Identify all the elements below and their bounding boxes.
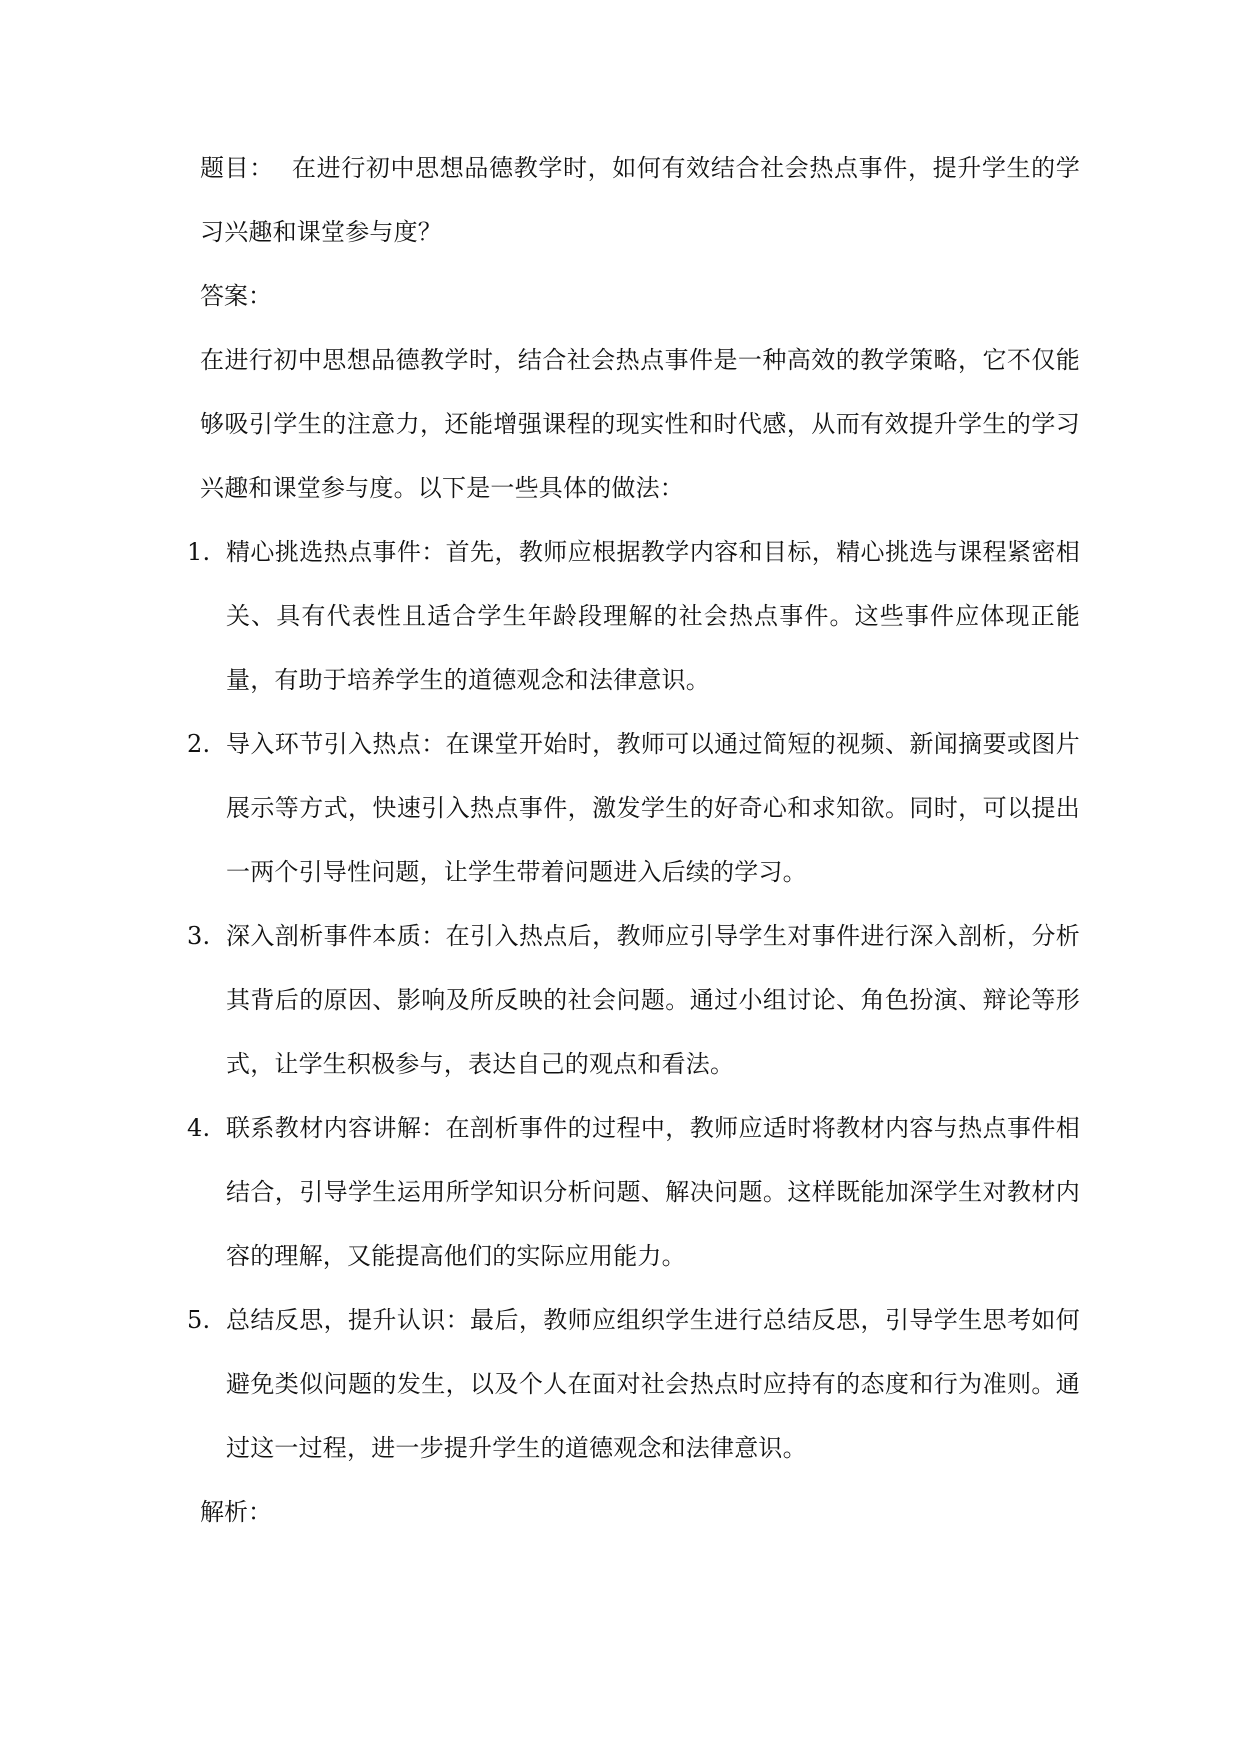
- answer-intro: 在进行初中思想品德教学时，结合社会热点事件是一种高效的教学策略，它不仅能够吸引学生的注意力，还能增强课程的现实性和时代感，从而有效提升学生的学习兴趣和课堂参与度。以下是一些具体的做法：: [200, 346, 1080, 502]
- list-item-number: 1.: [187, 538, 211, 566]
- list-item-number: 4.: [187, 1114, 211, 1142]
- list-item-text: 总结反思，提升认识：最后，教师应组织学生进行总结反思，引导学生思考如何避免类似问题的发生，以及个人在面对社会热点时应持有的态度和行为准则。通过这一过程，进一步提升学生的道德观念和法律意识。: [226, 1306, 1080, 1462]
- document-content: [187, 136, 1080, 1544]
- list-item: [187, 520, 1080, 712]
- answer-heading: 答案：: [200, 282, 272, 310]
- answer-list: [187, 520, 1080, 1480]
- list-item: [187, 904, 1080, 1096]
- list-item-text: 导入环节引入热点：在课堂开始时，教师可以通过简短的视频、新闻摘要或图片展示等方式，快速引入热点事件，激发学生的好奇心和求知欲。同时，可以提出一两个引导性问题，让学生带着问题进入后续的学习。: [226, 730, 1080, 886]
- question-label: 题目：: [200, 154, 274, 182]
- list-item-number: 3.: [187, 922, 211, 950]
- list-item: [187, 1096, 1080, 1288]
- question-paragraph: [200, 136, 1080, 264]
- list-item: [187, 1288, 1080, 1480]
- list-item-text: 深入剖析事件本质：在引入热点后，教师应引导学生对事件进行深入剖析，分析其背后的原因、影响及所反映的社会问题。通过小组讨论、角色扮演、辩论等形式，让学生积极参与，表达自己的观点和看法。: [226, 922, 1080, 1078]
- list-item: [187, 712, 1080, 904]
- question-text: 在进行初中思想品德教学时，如何有效结合社会热点事件，提升学生的学习兴趣和课堂参与度？: [200, 154, 1080, 246]
- analysis-heading: 解析：: [200, 1498, 272, 1526]
- list-item-text: 联系教材内容讲解：在剖析事件的过程中，教师应适时将教材内容与热点事件相结合，引导学生运用所学知识分析问题、解决问题。这样既能加深学生对教材内容的理解，又能提高他们的实际应用能力。: [226, 1114, 1080, 1270]
- list-item-number: 2.: [187, 730, 211, 758]
- list-item-number: 5.: [187, 1306, 211, 1334]
- list-item-text: 精心挑选热点事件：首先，教师应根据教学内容和目标，精心挑选与课程紧密相关、具有代表性且适合学生年龄段理解的社会热点事件。这些事件应体现正能量，有助于培养学生的道德观念和法律意识。: [226, 538, 1080, 694]
